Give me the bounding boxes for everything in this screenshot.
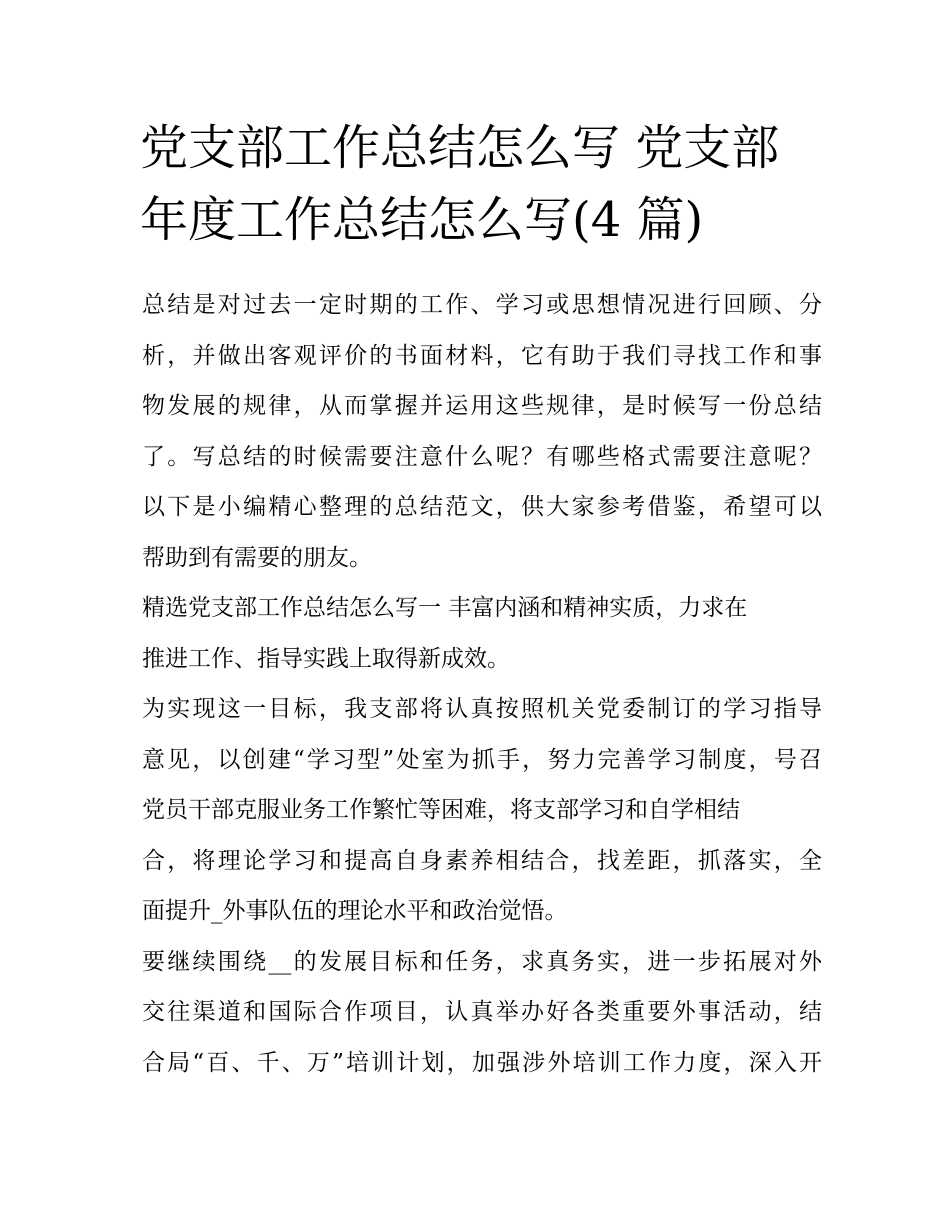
document-body <box>142 280 822 1088</box>
body-line: 意见，以创建“学习型”处室为抓手，努力完善学习制度，号召 <box>142 746 822 773</box>
title-line-2: 年度工作总结怎么写(4 篇) <box>140 192 704 248</box>
body-line: 帮助到有需要的朋友。 <box>142 544 372 571</box>
body-line: 总结是对过去一定时期的工作、学习或思想情况进行回顾、分 <box>142 292 822 318</box>
body-line: 了。写总结的时候需要注意什么呢？有哪些格式需要注意呢？ <box>142 443 822 470</box>
body-line: 析，并做出客观评价的书面材料，它有助于我们寻找工作和事 <box>142 342 822 369</box>
body-line: 精选党支部工作总结怎么写一 丰富内涵和精神实质，力求在 <box>142 595 748 621</box>
body-line: 物发展的规律，从而掌握并运用这些规律，是时候写一份总结 <box>142 393 822 419</box>
body-line: 面提升_外事队伍的理论水平和政治觉悟。 <box>142 898 568 924</box>
body-line: 要继续围绕__的发展目标和任务，求真务实，进一步拓展对外 <box>142 948 822 975</box>
body-line: 党员干部克服业务工作繁忙等困难，将支部学习和自学相结 <box>142 797 740 823</box>
body-line: 合，将理论学习和提高自身素养相结合，找差距，抓落实，全 <box>142 847 822 874</box>
document-title <box>140 112 820 256</box>
body-line: 交往渠道和国际合作项目，认真举办好各类重要外事活动，结 <box>142 999 822 1025</box>
body-line: 为实现这一目标，我支部将认真按照机关党委制订的学习指导 <box>142 696 822 722</box>
body-line: 推进工作、指导实践上取得新成效。 <box>142 645 510 672</box>
body-line: 合局“百、千、万”培训计划，加强涉外培训工作力度，深入开 <box>142 1049 822 1076</box>
title-line-1: 党支部工作总结怎么写 党支部 <box>140 120 780 176</box>
body-line: 以下是小编精心整理的总结范文，供大家参考借鉴，希望可以 <box>142 494 822 520</box>
